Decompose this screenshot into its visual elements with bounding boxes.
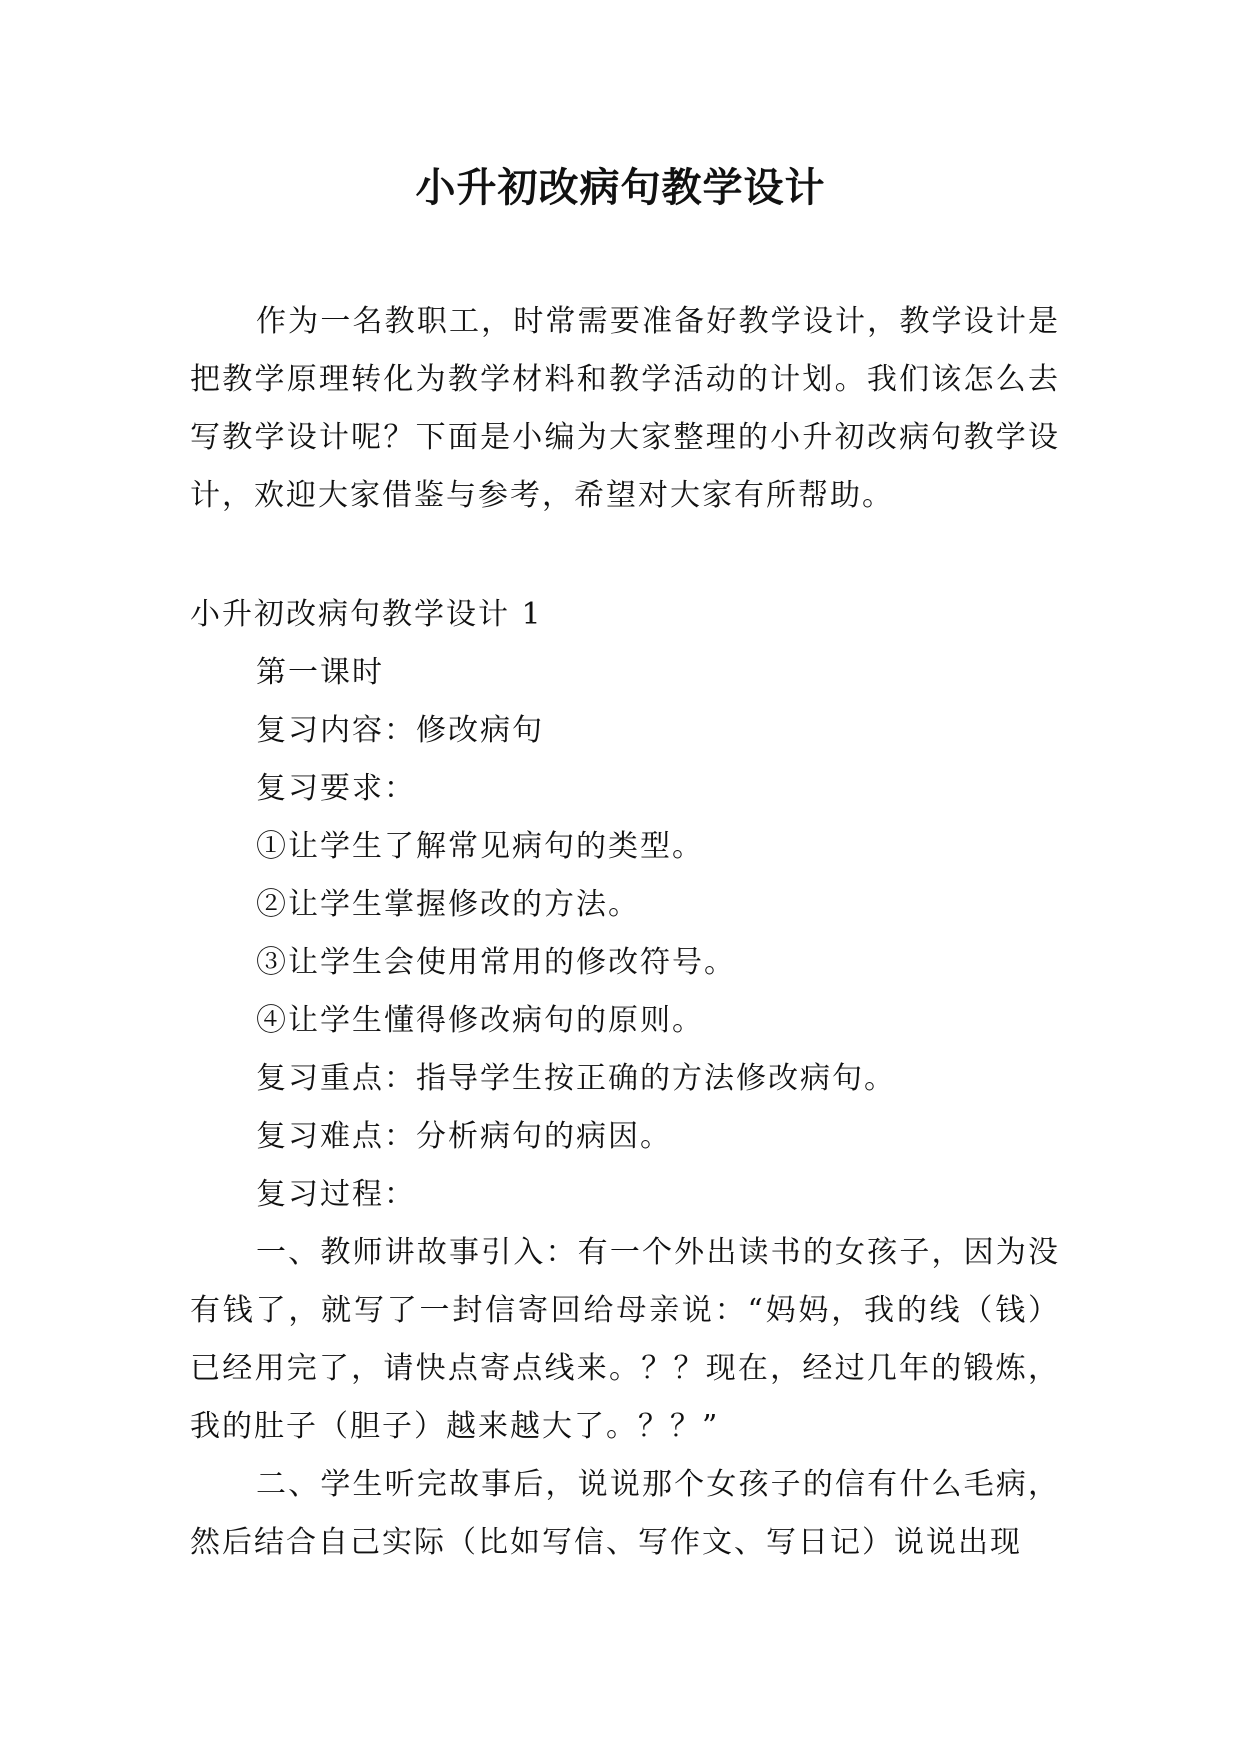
document-body <box>190 586 1060 1572</box>
list-item: ①让学生了解常见病句的类型。 <box>256 829 704 864</box>
document-title: 小升初改病句教学设计 <box>415 165 826 211</box>
list-item: ③让学生会使用常用的修改符号。 <box>256 945 736 980</box>
section-heading: 小升初改病句教学设计 1 <box>190 597 543 632</box>
paragraph-process: 复习过程： <box>256 1177 416 1212</box>
paragraph-step-two: 二、学生听完故事后，说说那个女孩子的信有什么毛病，然后结合自己实际（比如写信、写作文、写日记）说说出现 <box>190 1467 1060 1560</box>
paragraph-difficulties: 复习难点：分析病句的病因。 <box>256 1119 672 1154</box>
paragraph-review-content: 复习内容：修改病句 <box>256 713 544 748</box>
intro-paragraph: 作为一名教职工，时常需要准备好教学设计，教学设计是把教学原理转化为教学材料和教学活动的计划。我们该怎么去写教学设计呢？下面是小编为大家整理的小升初改病句教学设计，欢迎大家借鉴与参考，希望对大家有所帮助。 <box>190 304 1060 513</box>
paragraph-review-requirements: 复习要求： <box>256 771 416 806</box>
paragraph-lesson: 第一课时 <box>256 655 384 690</box>
list-item: ②让学生掌握修改的方法。 <box>256 887 640 922</box>
list-item: ④让学生懂得修改病句的原则。 <box>256 1003 704 1038</box>
paragraph-step-one: 一、教师讲故事引入：有一个外出读书的女孩子，因为没有钱了，就写了一封信寄回给母亲说：“妈妈，我的线（钱）已经用完了，请快点寄点线来。？？现在，经过几年的锻炼，我的肚子（胆子）越来越大了。？？” <box>190 1235 1060 1444</box>
paragraph-key-points: 复习重点：指导学生按正确的方法修改病句。 <box>256 1061 896 1096</box>
